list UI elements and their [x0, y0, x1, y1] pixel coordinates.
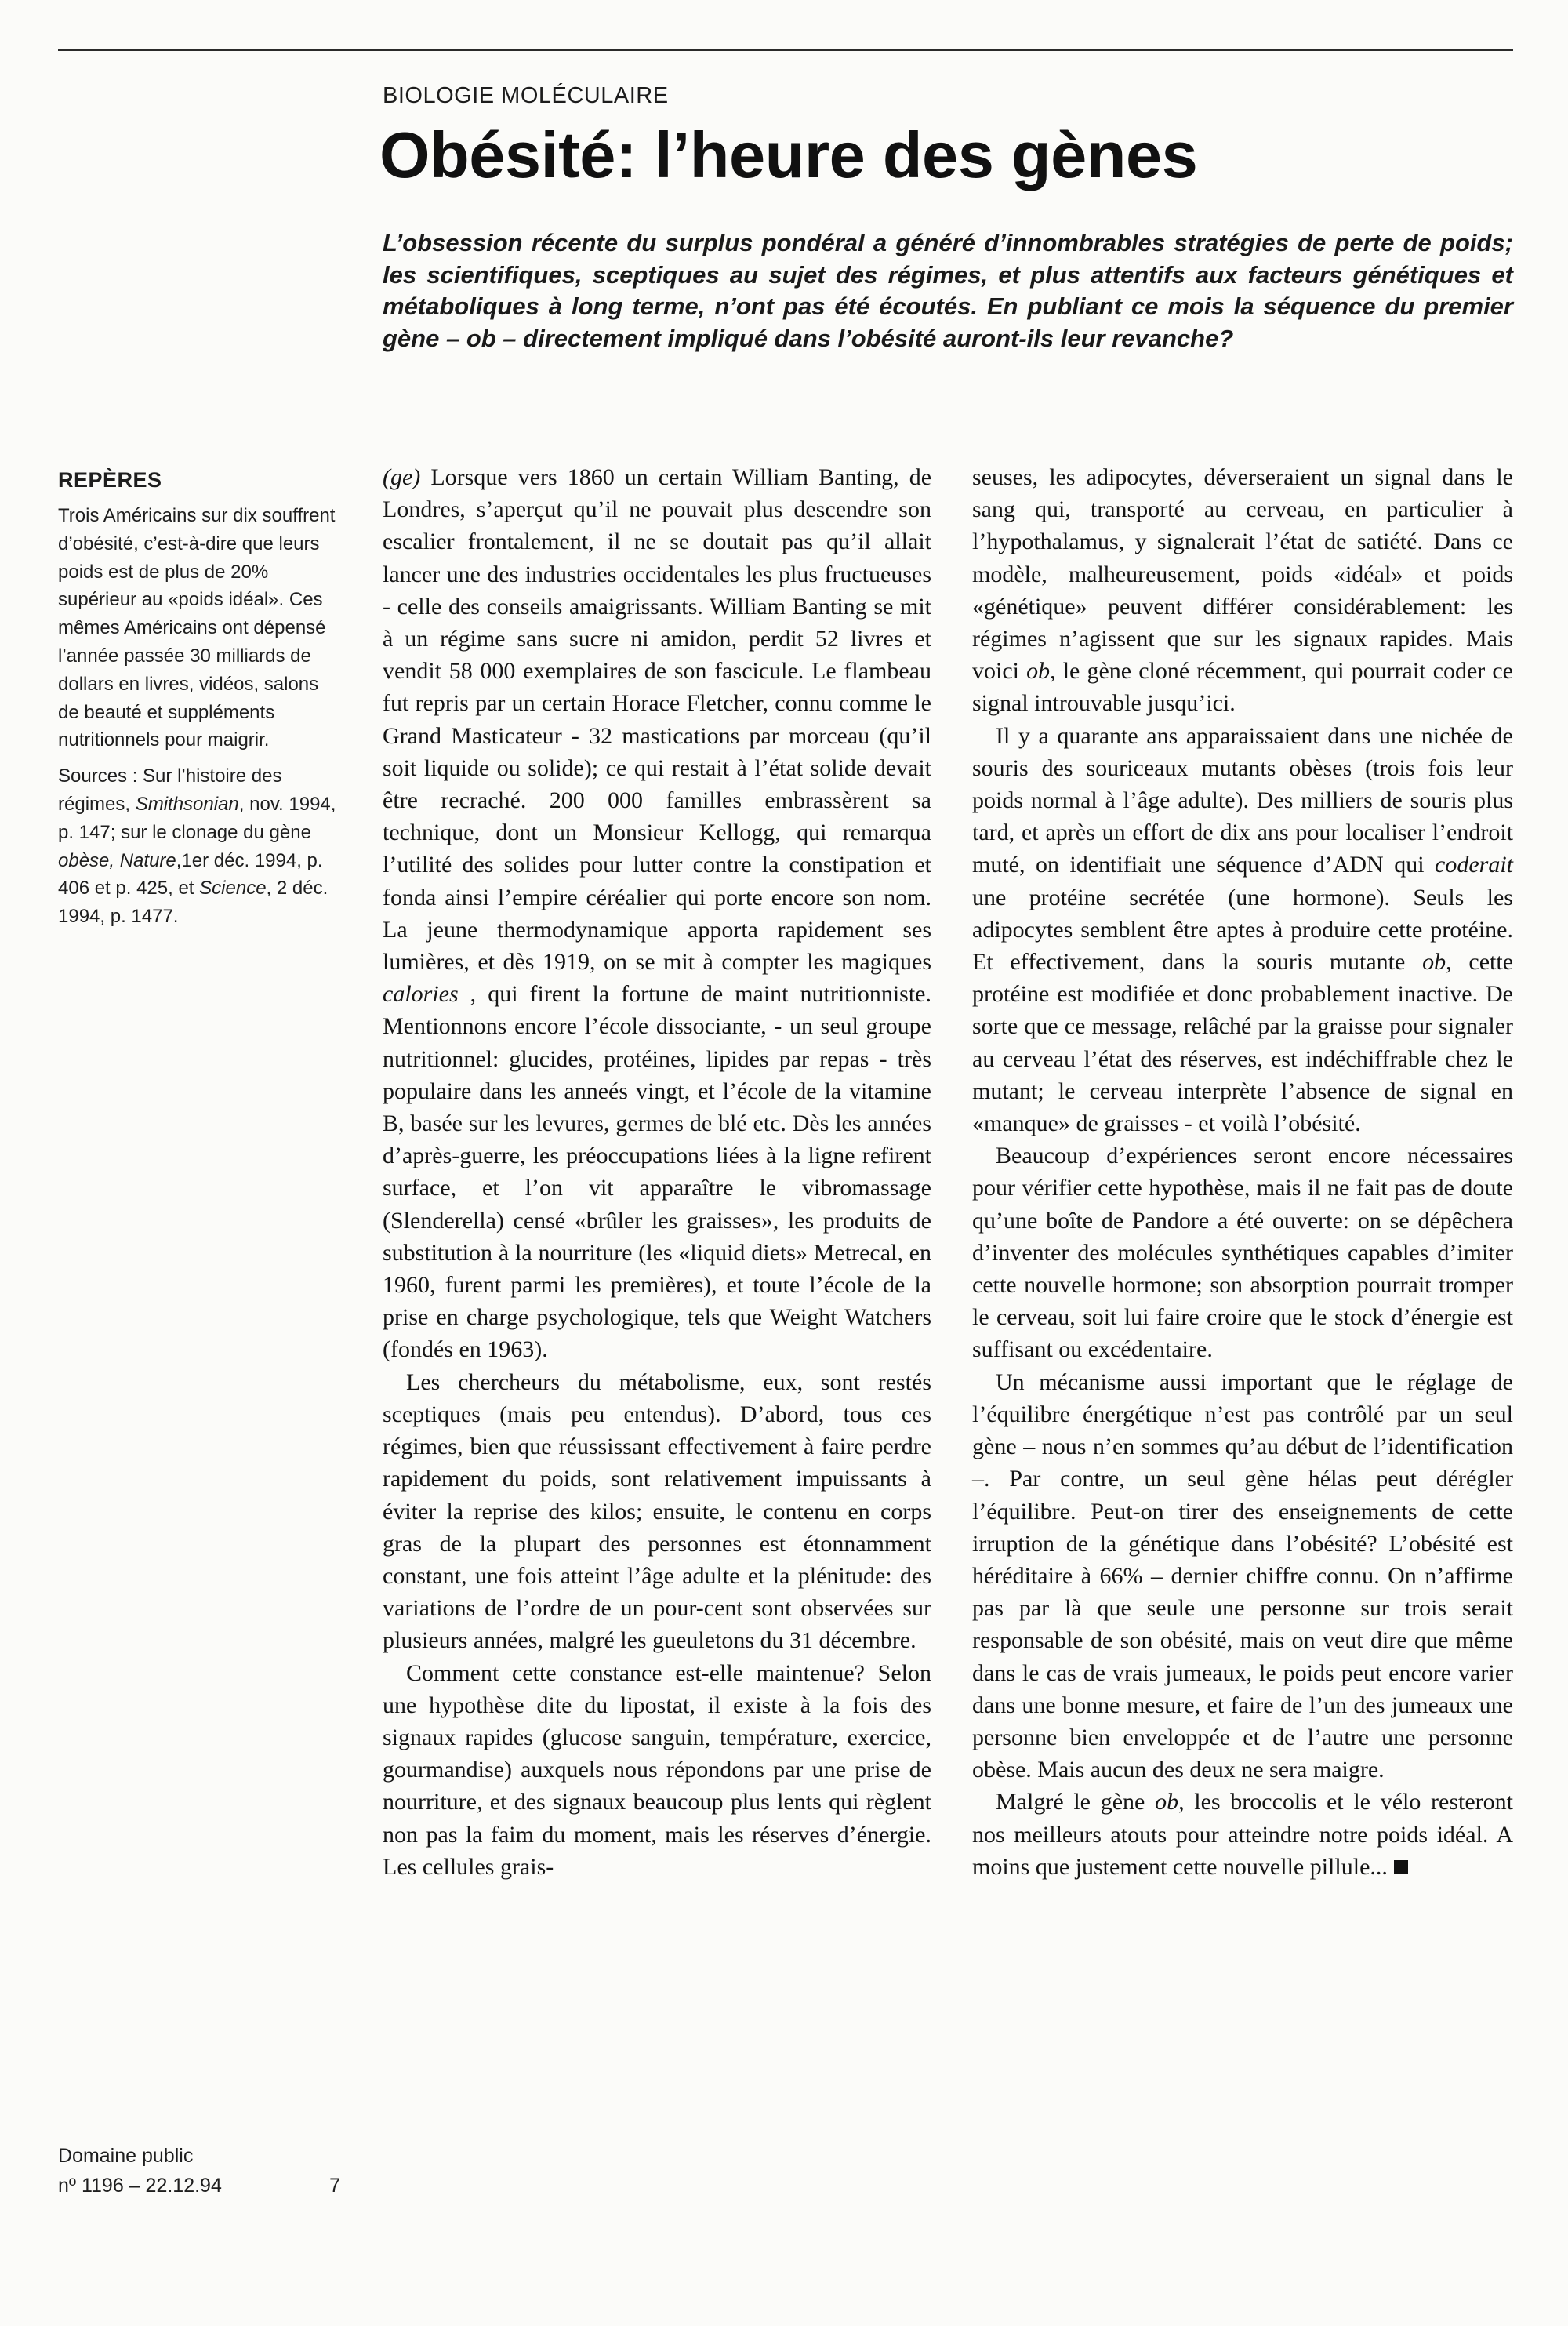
sidebar-reperes	[58, 466, 340, 939]
article-title: Obésité: l’heure des gènes	[379, 118, 1198, 191]
paragraph-1: (ge) Lorsque vers 1860 un certain William Banting, de Londres, s’aperçut qu’il ne pouvait plus descendre son escalier frontalement, il ne se doutait pas qu’il allait lancer une des industries occidentales les plus fructueuses - celle des conseils amaigrissants. William Banting se mit à un régime sans sucre ni amidon, perdit 52 livres et vendit 58 000 exemplaires de son fascicule. Le flambeau fut repris par un certain Horace Fletcher, connu comme le Grand Masticateur - 32 mastications par morceau (qu’il soit liquide ou solide); ce qui restait à l’état solide devait être recraché. 200 000 familles embrassèrent sa technique, dont un Monsieur Kellogg, qui remarqua l’utilité des solides pour lutter contre la constipation et fonda ainsi l’empire céréalier qui porte encore son nom. La jeune thermodynamique apporta rapidement ses lumières, et dès 1919, on se mit à compter les magiques calories , qui firent la fortune de maint nutritionniste. Mentionnons encore l’école dissociante, - un seul groupe nutritionnel: glucides, protéines, lipides par repas - très populaire dans les anneés vingt, et l’école de la vitamine B, basée sur les levures, germes de blé etc. Dès les années d’après-guerre, les préoccupations liées à la ligne refirent surface, et l’on vit apparaître le vibromassage (Slenderella) censé «brûler les graisses», les produits de substitution à la nourriture (les «liquid diets» Metrecal, en 1960, furent parmi les premières), et toute l’école de la prise en charge psychologique, tels que Weight Watchers (fondés en 1963).	[383, 464, 932, 1363]
sidebar-sources: Sources : Sur l’histoire des régimes, Smithsonian, nov. 1994, p. 147; sur le clonage du gène obèse, Nature,1er déc. 1994, p. 406 et p. 425, et Science, 2 déc. 1994, p. 1477.	[58, 765, 336, 928]
page-number: 7	[329, 2175, 340, 2197]
author-initials: (ge)	[383, 464, 421, 490]
top-rule	[58, 49, 1513, 51]
paragraph-2: Les chercheurs du métabolisme, eux, sont restés sceptiques (mais peu entendus). D’abord, tous ces régimes, bien que réussissant effectivement à faire perdre rapidement du poids, sont relativement impuissants à éviter la reprise des kilos; ensuite, le contenu en corps gras de la plupart des personnes est étonnamment constant, une fois atteint l’âge adulte et la plénitude: des variations de l’ordre de un pour-cent sont observées sur plusieurs années, malgré les gueuletons du 31 décembre.	[383, 1368, 931, 1654]
section-rubric: BIOLOGIE MOLÉCULAIRE	[383, 83, 669, 108]
publication-name: Domaine public	[58, 2145, 194, 2167]
article-lead: L’obsession récente du surplus pondéral a généré d’innombrables stratégies de perte de poids; les scientifiques, sceptiques au sujet des régimes, et plus attentifs aux facteurs génétiques et métaboliques à long terme, n’ont pas été écoutés. En publiant ce mois la séquence du premier gène – ob – directement impliqué dans l’obésité auront-ils leur revanche?	[383, 229, 1513, 352]
paragraph-5: Beaucoup d’expériences seront encore nécessaires pour vérifier cette hypothèse, mais il ne fait pas de doute qu’une boîte de Pandore a été ouverte: on se dépêchera d’inventer des molécules synthétiques capables d’imiter cette nouvelle hormone; son absorption pourrait tromper le cerveau, soit lui faire croire que le stock d’énergie est suffisant ou excédentaire.	[972, 1143, 1513, 1363]
issue-number: nº 1196 – 22.12.94	[58, 2175, 222, 2197]
sidebar-text: Trois Américains sur dix souffrent d’obésité, c’est-à-dire que leurs poids est de plus de 20% supérieur au «poids idéal». Ces mêmes Américains ont dépensé l’année passée 30 milliards de dollars en livres, vidéos, salons de beauté et suppléments nutritionnels pour maigrir.	[58, 505, 336, 751]
article-column-2	[972, 461, 1513, 1883]
paragraph-3a: Comment cette constance est-elle maintenue? Selon une hypothèse dite du lipostat, il existe à la fois des signaux rapides (glucose sanguin, température, exercice, gourmandise) auxquels nous répondons par une prise de nourriture, et des signaux beaucoup plus lents qui règlent non pas la faim du moment, mais les réserves d’énergie. Les cellules grais-	[383, 1659, 931, 1880]
paragraph-6: Un mécanisme aussi important que le réglage de l’équilibre énergétique n’est pas contrôlé par un seul gène – nous n’en sommes qu’au début de l’identification –. Par contre, un seul gène hélas peut dérégler l’équilibre. Peut-on tirer des enseignements de cette irruption de la génétique dans l’obésité? L’obésité est héréditaire à 66% – dernier chiffre connu. On n’affirme pas par là que seule une personne sur trois serait responsable de son obésité, mais on veut dire que même dans le cas de vrais jumeaux, le poids peut encore varier dans une bonne mesure, et faire de l’un des jumeaux une personne bien enveloppée et de l’autre une personne obèse. Mais aucun des deux ne sera maigre.	[972, 1368, 1513, 1783]
end-mark-icon	[1394, 1860, 1408, 1874]
paragraph-4: Il y a quarante ans apparaissaient dans une nichée de souris des souriceaux mutants obèses (trois fois leur poids normal à l’âge adulte). Des milliers de souris plus tard, et après un effort de dix ans pour localiser l’endroit muté, on identifiait une séquence d’ADN qui coderait une protéine secrétée (une hormone). Seuls les adipocytes semblent être aptes à produire cette protéine. Et effectivement, dans la souris mutante ob, cette protéine est modifiée et donc probablement inactive. De sorte que ce message, relâché par la graisse pour signaler au cerveau l’état des réserves, est indéchiffrable chez le mutant; le cerveau interprète l’absence de signal en «manque» de graisses - et voilà l’obésité.	[972, 722, 1514, 1137]
page-footer	[58, 2141, 340, 2201]
paragraph-7: Malgré le gène ob, les broccolis et le vélo resteront nos meilleurs atouts pour atteindre notre poids idéal. A moins que justement cette nouvelle pillule...	[972, 1789, 1514, 1880]
article-column-1	[383, 461, 931, 1883]
paragraph-3b: seuses, les adipocytes, déverseraient un signal dans le sang qui, transporté au cerveau, en particulier à l’hypothalamus, y signalerait l’état de satiété. Dans ce modèle, malheureusement, poids «idéal» et poids «génétique» peuvent différer considérablement: les régimes n’agissent que sur les signaux rapides. Mais voici ob, le gène cloné récemment, qui pourrait coder ce signal introuvable jusqu’ici.	[972, 464, 1513, 717]
sidebar-heading: REPÈRES	[58, 468, 162, 492]
